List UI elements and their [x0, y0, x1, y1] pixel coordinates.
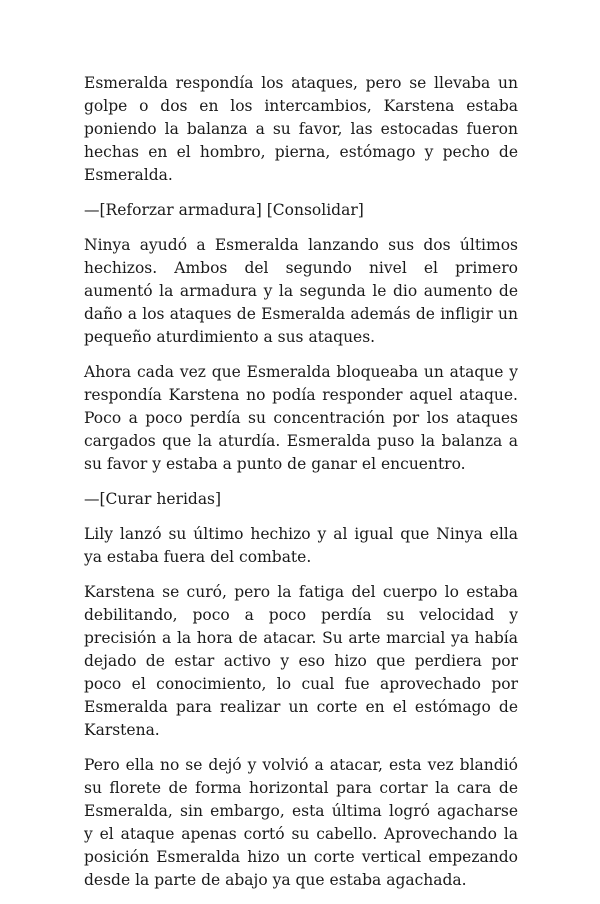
paragraph: —[Reforzar armadura] [Consolidar] — [84, 201, 364, 219]
page-body — [84, 72, 518, 904]
paragraph: —[Curar heridas] — [84, 490, 222, 508]
paragraph: Lily lanzó su último hechizo y al igual que Ninya ella ya estaba fuera del combate. — [84, 525, 518, 566]
paragraph: Karstena se curó, pero la fatiga del cuerpo lo estaba debilitando, poco a poco perdía su velocidad y precisión a la hora de atacar. Su arte marcial ya había dejado de estar activo y eso hizo que perdiera por poco el conocimiento, lo cual fue aprovechado por Esmeralda para realizar un corte en el estómago de Karstena. — [84, 583, 518, 739]
paragraph: Ahora cada vez que Esmeralda bloqueaba un ataque y respondía Karstena no podía responder aquel ataque. Poco a poco perdía su concentración por los ataques cargados que la aturdía. Esmeralda puso la balanza a su favor y estaba a punto de ganar el encuentro. — [84, 363, 518, 473]
paragraph: Pero ella no se dejó y volvió a atacar, esta vez blandió su florete de forma horizontal para cortar la cara de Esmeralda, sin embargo, esta última logró agacharse y el ataque apenas cortó su cabello. Aprovechando la posición Esmeralda hizo un corte vertical empezando desde la parte de abajo ya que estaba agachada. — [84, 756, 518, 889]
paragraph: Ninya ayudó a Esmeralda lanzando sus dos últimos hechizos. Ambos del segundo nivel el primero aumentó la armadura y la segunda le dio aumento de daño a los ataques de Esmeralda además de infligir un pequeño aturdimiento a sus ataques. — [84, 236, 518, 346]
paragraph: Esmeralda respondía los ataques, pero se llevaba un golpe o dos en los intercambios, Karstena estaba poniendo la balanza a su favor, las estocadas fueron hechas en el hombro, pierna, estómago y pecho de Esmeralda. — [84, 74, 518, 184]
